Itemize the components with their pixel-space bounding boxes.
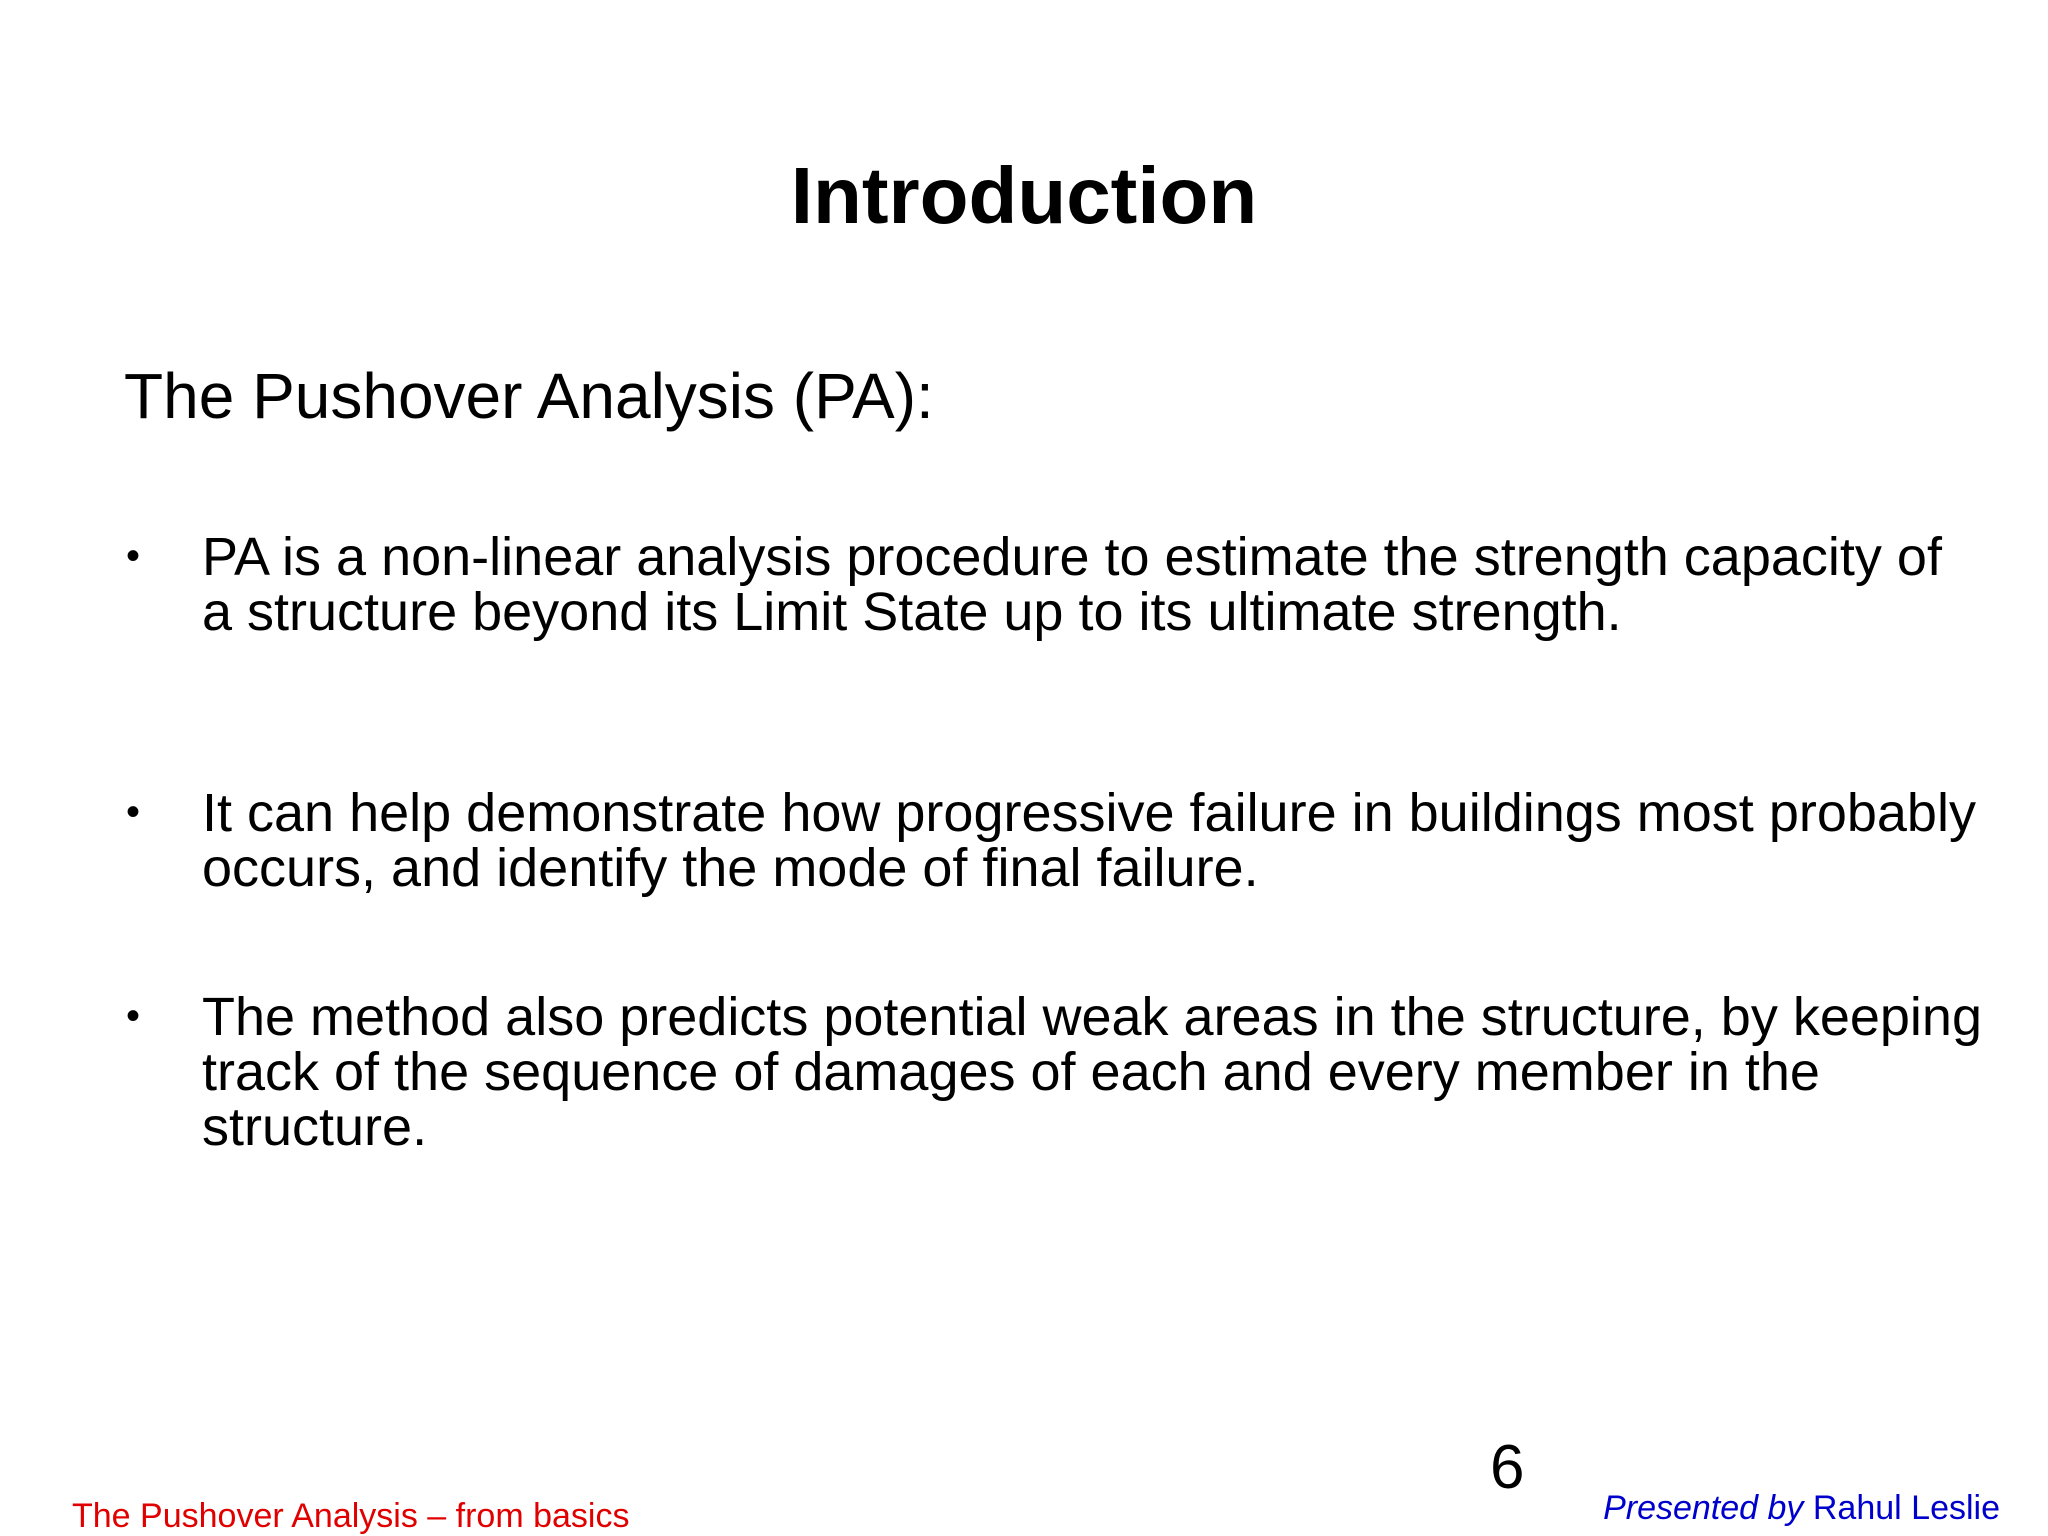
bullet-text: PA is a non-linear analysis procedure to estimate the strength capacity of a structure beyond its Limit State up to its ultimate strength. — [202, 527, 1942, 642]
page-number: 6 — [1490, 1433, 1525, 1502]
bullet-dot-icon: • — [126, 534, 141, 578]
footer-presenter-prefix: Presented by — [1603, 1489, 1804, 1527]
footer-presenter — [1603, 1488, 2000, 1528]
slide-subtitle: The Pushover Analysis (PA): — [124, 360, 934, 432]
bullet-dot-icon: • — [126, 994, 141, 1038]
bullet-dot-icon: • — [126, 790, 141, 834]
footer-presenter-name: Rahul Leslie — [1812, 1489, 2000, 1527]
bullet-text: It can help demonstrate how progressive failure in buildings most probably occurs, and identify the mode of final failure. — [202, 783, 1976, 898]
slide-title: Introduction — [790, 151, 1258, 240]
footer-presentation-title: The Pushover Analysis – from basics — [72, 1497, 630, 1535]
bullet-text: The method also predicts potential weak areas in the structure, by keeping track of the sequence of damages of each and every member in the structure. — [202, 987, 1982, 1157]
